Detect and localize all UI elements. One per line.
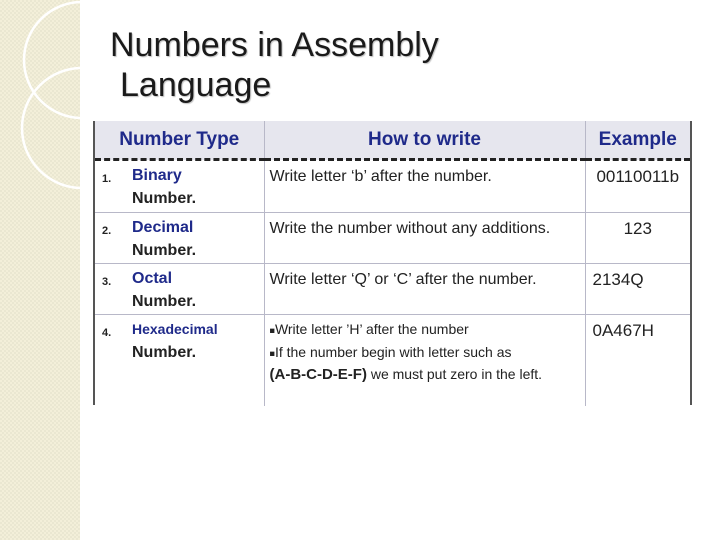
example-value: 123 — [623, 219, 652, 238]
title-line-2: Language — [120, 66, 272, 104]
example-cell — [585, 160, 690, 213]
bullet-list — [265, 315, 585, 385]
bullet-text: Write letter ’H’ after the number — [274, 321, 469, 337]
table-row — [95, 213, 690, 264]
hex-letters: (A-B-C-D-E-F) — [269, 365, 367, 383]
number-type-cell — [95, 264, 264, 315]
how-text: Write letter ‘b’ after the number. — [269, 168, 492, 185]
bullet-item — [270, 342, 579, 384]
type-name: Hexadecimal — [132, 321, 218, 337]
title-line-1: Numbers in Assembly — [110, 26, 439, 64]
how-to-write-cell — [264, 315, 585, 407]
number-type-cell — [95, 160, 264, 213]
bullet-text-suffix: we must put zero in the left. — [370, 365, 543, 382]
page-title — [110, 25, 439, 105]
how-text: Write the number without any additions. — [269, 220, 551, 237]
how-to-write-cell — [264, 160, 585, 213]
table-header-row — [95, 121, 690, 160]
example-value: 00110011b — [596, 167, 680, 186]
example-cell — [585, 264, 690, 315]
type-suffix: Number. — [132, 190, 197, 207]
type-name: Binary — [132, 167, 182, 184]
table-row — [95, 264, 690, 315]
square-bullet-icon: ■ — [269, 348, 275, 359]
example-value: 0A467H — [592, 321, 654, 340]
bullet-item — [270, 319, 579, 340]
number-types-table — [93, 121, 692, 405]
table-row — [95, 315, 690, 407]
bullet-text-prefix: If the number begin with letter such as — [274, 344, 512, 361]
number-type-cell — [95, 315, 264, 407]
row-number: 1. — [102, 173, 112, 185]
decorative-circles-icon — [0, 0, 80, 540]
example-cell — [585, 213, 690, 264]
example-value: 2134Q — [592, 270, 644, 289]
how-to-write-cell — [264, 213, 585, 264]
type-suffix: Number. — [132, 344, 197, 361]
type-name: Octal — [132, 270, 173, 287]
number-type-cell — [95, 213, 264, 264]
row-number: 2. — [102, 225, 112, 237]
row-number: 4. — [102, 327, 112, 339]
row-number: 3. — [102, 276, 112, 288]
table-row — [95, 160, 690, 213]
example-cell — [585, 315, 690, 407]
decorative-side-strip — [0, 0, 80, 540]
type-suffix: Number. — [132, 242, 197, 259]
type-suffix: Number. — [132, 293, 197, 310]
square-bullet-icon: ■ — [269, 325, 275, 336]
type-name: Decimal — [132, 219, 194, 236]
header-how-to-write: How to write — [264, 121, 585, 160]
header-example: Example — [585, 121, 690, 160]
how-to-write-cell — [264, 264, 585, 315]
how-text: Write letter ‘Q’ or ‘C’ after the number. — [269, 271, 537, 288]
header-number-type: Number Type — [95, 121, 264, 160]
